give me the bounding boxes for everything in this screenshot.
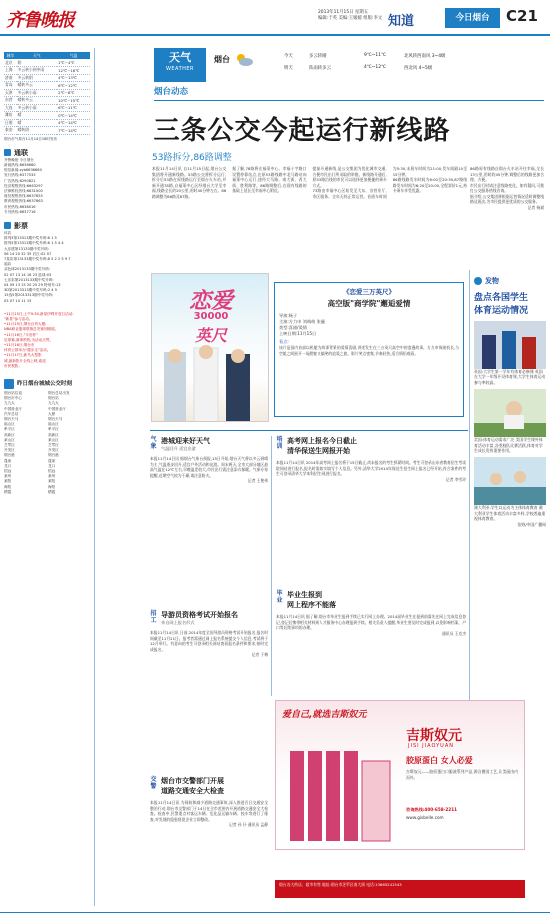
weather-cell: 12℃~16℃ — [57, 67, 90, 75]
bus-stop: 龙口 — [48, 463, 56, 468]
bus-stop: 蓬莱 — [4, 458, 12, 463]
weather-cell: 7℃~14℃ — [57, 127, 90, 135]
weather-row — [4, 112, 90, 120]
header-date — [318, 10, 382, 22]
lottery-line: 02 07 13 14 16 23 蓝球:03 — [4, 272, 52, 277]
lottery-line: 15选5第2013313期中奖号码: — [4, 293, 54, 298]
weather-cell: 潍坊 — [4, 112, 17, 120]
bus-stop: 莱阳 — [48, 479, 56, 484]
bus-stop: 芝罘区 — [48, 443, 59, 448]
contact-line: 法律维权热线:6631000 — [4, 188, 43, 193]
bus-stop: 芝罘区 — [4, 443, 15, 448]
bus-stop: 牟平区 — [4, 427, 15, 432]
photo-au-sport — [474, 457, 546, 505]
lottery-line: 排列5第13313期中奖号码:6 1 5 4 4 — [4, 241, 64, 246]
weather-cell: 10℃~15℃ — [57, 97, 90, 105]
weather-row — [4, 127, 90, 135]
bus-stop: 烟台港 — [48, 453, 59, 458]
weather-row — [4, 74, 90, 82]
weather-cell: 晴 — [17, 119, 58, 127]
forecast-weather: 阵雨转多云 — [309, 66, 331, 71]
bus-column — [4, 391, 44, 495]
weather-cell: 泰安 — [4, 127, 17, 135]
sports-title: 盘点各国学生 — [474, 293, 529, 303]
contact-line: 新闻热线:6636660 — [4, 162, 36, 167]
paragraph: 86路原有线路自烟台火车站开往幸福,全长13公里,用时约45分钟,调整后的线路更加合理、方便。 — [470, 166, 544, 182]
weather-cell: 阴 — [17, 59, 58, 67]
bus-stop: 中国营业厅 — [4, 406, 22, 411]
movie-title: 高空版"商学院"邂逅爱情 — [327, 299, 411, 308]
movie-info-line: 类型:喜剧/爱情 — [279, 325, 307, 330]
weather-cell: 4℃~13℃ — [57, 74, 90, 82]
tongxin-heading — [4, 148, 90, 158]
paragraph: 73路由幸福中心区始发至大东、各营业厅,市区服务、全年无休正常运营。首班车时间为5:30,末班车时间为21:00,发车间隔10至15分钟。 — [312, 166, 467, 199]
bus-stop: 中国营业厅 — [48, 406, 66, 411]
weather-city: 烟台 — [214, 55, 230, 64]
event-line: •11月15日,烟台百货大楼: — [4, 322, 47, 327]
weather-cell: 晴转多云 — [17, 97, 58, 105]
weather-row — [4, 89, 90, 97]
paragraph: 86路线路发车时间为6:00至20:30,87路线路发车时间为6:20至20:00,全程票价1元,持卡乘车享受优惠。 — [392, 177, 467, 193]
contact-line: 市民热线:6638016 — [4, 204, 36, 209]
caption-us: 美国:体育运动需求广泛 美国学生课外体育活动丰富,各类校队比赛活跃,体育对学生成长发挥重要作用。 — [474, 437, 543, 454]
forecast-list — [284, 53, 539, 71]
poster-number: 30000 — [193, 311, 229, 322]
badge-icon — [474, 277, 482, 285]
event-line: 市民观影。 — [4, 363, 22, 368]
weather-article — [150, 436, 268, 484]
col-header: 天气 — [17, 52, 58, 59]
forecast-wind: 北风转西南风 3~4级 — [404, 54, 446, 59]
weather-cell: 2℃~8℃ — [57, 89, 90, 97]
movie-label: 看点: — [279, 339, 289, 344]
page-number: C21 — [506, 7, 538, 25]
left-column — [4, 52, 90, 495]
contact-line: 教育观察热线:6637663 — [4, 199, 43, 204]
poster-cast-image — [152, 344, 269, 422]
reporter-byline: 记者 杨斌 — [527, 204, 544, 210]
weather-cell: 晴转多云 — [17, 82, 58, 90]
bus-stop: 栖霞 — [48, 489, 56, 494]
weather-cell: 天津 — [4, 89, 17, 97]
bus-stop: 九九大 — [48, 401, 59, 406]
yingping-title: 影票 — [14, 221, 28, 230]
paragraph: 市民出行时请注意线路变化。如有疑问,可拨打公交服务热线咨询。 — [470, 182, 544, 193]
bus-stop: 福山区 — [48, 422, 59, 427]
article-label: 毕业 — [276, 590, 283, 604]
forecast-day: 今天 — [284, 54, 293, 59]
ad-footer: 烟台各大药店、超市有售 地址:烟台市芝罘区南大街 电话:13665241543 — [275, 880, 525, 898]
lottery-line: 七乐彩第2013133期中奖号码: — [4, 277, 54, 282]
reporter-byline: 记者 李雪玲 — [445, 476, 466, 482]
weather-row — [4, 97, 90, 105]
weather-badge — [154, 48, 206, 82]
bus-stop: 招远 — [48, 469, 56, 474]
article-label: 培训 — [276, 436, 283, 450]
section-title: 烟台动态 — [154, 87, 189, 97]
weather-cell: 6℃~11℃ — [57, 104, 90, 112]
weather-cell: 晴转阴 — [17, 127, 58, 135]
reporter-byline: 通讯员 王克杰 — [442, 630, 466, 636]
article-body: 本报11月14日讯 日前,2014年度全国导游员资格考试开始报名,报名时间截至11月21日。报考者需通过网上报名系统提交个人信息,考试将于12月举行。有意向的考生可登录相关网站查看报名条件和要求,按时完成报名。 — [150, 630, 268, 652]
traffic-article — [150, 776, 268, 828]
movie-info-line: 上映日期:11月15日 — [279, 331, 317, 336]
bus-stop: 莱阳 — [4, 479, 12, 484]
divider — [154, 100, 544, 101]
lottery-line: 06 14 20 32 35 后区:02 07 — [4, 251, 52, 256]
weather-badge-en: WEATHER — [165, 66, 195, 72]
paragraph: 提前开通新线,是公交集团为优化城市交通,方便市民出行所采取的举措。新线路开通后,原53路沿线的市民可以选择更加便捷的乘车方式。 — [312, 166, 387, 188]
weather-row — [4, 82, 90, 90]
weather-cell: 济南 — [4, 74, 17, 82]
column-divider — [469, 270, 470, 710]
bus-stop: 九九大 — [4, 401, 15, 406]
forecast-row — [284, 53, 539, 59]
movie-info-line: 主演:方力申 刘萌萌 张俪 — [279, 319, 325, 324]
article-head — [150, 776, 268, 796]
event-line: 体育公园举办"健步走"活动。 — [4, 348, 51, 353]
movie-info — [279, 313, 459, 337]
weather-cell: 6℃~12℃ — [57, 82, 90, 90]
bus-stop: 汽车总站 — [4, 411, 19, 416]
ad-brand: 吉斯奴元 — [406, 728, 462, 744]
bus-stop: 牟平区 — [48, 427, 59, 432]
bus-column — [48, 391, 88, 495]
photo-credit: 张野/中国广播网 — [517, 521, 546, 527]
graduate-article — [276, 590, 466, 636]
col-header: 气温 — [57, 52, 90, 59]
paragraph: 据了解,78路将在福莱中心、幸福十字路口设置停靠站点,在原53路线路中北马路站向福莱中心运行,途经大马路、南大街、西大街、胜利路等。86路调整后,在现有线路的基础上延长至幸福中心附近。 — [232, 166, 307, 193]
weather-cell: 多云转小到中雨 — [17, 67, 58, 75]
article-sub: 清华保送生网报开始 — [287, 447, 350, 455]
date-line: 2013年11月15日 星期五 — [318, 10, 369, 15]
reporter-byline: 记者 于梅 — [251, 652, 268, 657]
article-label: 气象 — [150, 436, 157, 450]
lottery-line: 双色球2013133期中奖号码: — [4, 267, 50, 272]
bus-stop: 莱州 — [4, 474, 12, 479]
ad-slogan: 爱自己,就选吉斯奴元 — [282, 710, 367, 720]
weather-row — [4, 104, 90, 112]
weather-cell: 东营 — [4, 97, 17, 105]
weather-badge-cn: 天气 — [169, 51, 191, 64]
bus-stop: 开发区 — [48, 448, 59, 453]
forecast-temp: 4℃~12℃ — [364, 65, 386, 70]
sun-cloud-icon — [234, 52, 254, 68]
event-line: 足球赛,赛事预热,为活动点赞。 — [4, 337, 54, 342]
editor-line: 编辑:于英 美编:王媛媛 组版:李文 — [318, 16, 383, 21]
bus-stop: 海阳 — [48, 484, 56, 489]
caption-uk: 英国:大学生第一学年有体育必修课 英国在大学一年级开设体育课,大学生体育运动参与率较高。 — [474, 369, 546, 385]
bus-stop: 莱山区 — [48, 437, 59, 442]
contact-line: 广告热线:6290821 — [4, 178, 36, 183]
weather-cell: 上海 — [4, 67, 17, 75]
bus-stop: 烟台市中心 — [4, 396, 22, 401]
weather-cell: 4℃~14℃ — [57, 119, 90, 127]
photo-us-sport — [474, 389, 546, 437]
newspaper-logo: 齐鲁晚报 — [6, 10, 74, 31]
weather-row — [4, 59, 90, 67]
bus-stop: 海阳 — [4, 484, 12, 489]
article-head — [150, 436, 268, 452]
article-body: 本报11月14日讯 据烟台气象台预报,15日开始,烟台天气将以多云到晴为主,气温逐步回升,适宜户外活动和出游。周末两天,全市大部分地区最高气温在12℃左右,早晚温差较大,市民出行需注意添衣保暖。气象专家提醒,近期空气较为干燥,请注意防火。 — [150, 456, 268, 478]
contact-list — [4, 158, 90, 215]
bus-stop: 开发区 — [4, 448, 15, 453]
lottery-line: 3D第2013313期中奖号码:2 4 5 — [4, 288, 57, 293]
article-head — [276, 590, 466, 610]
bus-stop: 烟台总站出发 — [48, 391, 70, 396]
forecast-temp: 9℃~11℃ — [364, 53, 386, 58]
ad-product-image — [286, 731, 396, 846]
weather-cell: 多云转小雨 — [17, 104, 58, 112]
column-divider — [94, 48, 95, 906]
events-list — [4, 312, 90, 369]
forecast-wind: 西北风 4~5级 — [404, 66, 433, 71]
article-title-2: 网上程序不能落 — [287, 601, 336, 609]
sports-badge: 发物 — [485, 277, 499, 285]
lead-body-right — [470, 166, 544, 210]
article-body: 本报11月14日讯 为预防和减少道路交通事故,深入推进百日交通安全整治行动,烟台市交警部门于14日在全市范围内开展道路交通安全大检查。检查中,民警重点对客运车辆、危化品运输车辆、校车等进行了排查,对发现的隐患督促企业立即整改。 — [150, 800, 268, 822]
ad-website: www.gisbelle.com — [406, 815, 444, 820]
weather-cell: 1℃~4℃ — [57, 59, 90, 67]
phone-icon — [4, 149, 11, 156]
ad-body: 吉斯奴元——胶原蛋白口服液系列产品,源自德国工艺,让美丽由内而外。 — [406, 769, 518, 780]
article-head — [150, 610, 268, 626]
contact-line: 短信新闻:zyb6636660 — [4, 168, 42, 173]
sports-title-2: 体育运动情况 — [474, 306, 529, 316]
weather-source: 烟台市气象台11月14日16时发布 — [4, 136, 58, 141]
event-line: •11月15日,上午9:30,新星伊利开放日活动: — [4, 311, 74, 316]
movie-body: 该片是国内首部以机舱为故事背景的爱情喜剧,讲述发生在三万英尺高空中的浪漫故事。方力申饰演机长,与空姐之间展开一场甜蜜又搞笑的追爱之旅。影片笑点密集,节奏轻快,适合情侣观看。 — [279, 345, 459, 356]
section-tag: 今日烟台 — [445, 8, 500, 28]
article-title: 导游员资格考试开始报名 — [161, 611, 238, 619]
lead-subhead: 53路拆分,86路调整 — [152, 153, 232, 163]
bus-stop: 莱山区 — [4, 437, 15, 442]
weather-table — [4, 52, 90, 135]
article-sub: 来自网上报名形式 — [161, 620, 195, 625]
article-sub: 气温回升 适宜出游 — [161, 446, 196, 451]
job-article — [150, 610, 268, 658]
column-divider — [271, 436, 272, 696]
lottery-line: 体彩 — [4, 230, 12, 235]
bus-table — [4, 391, 90, 495]
forecast-row — [284, 65, 539, 71]
bus-stop: 烟台天马 — [4, 417, 19, 422]
bus-stop: 高新区 — [4, 432, 15, 437]
weather-cell: 大连 — [4, 104, 17, 112]
ad-hotline: 咨询热线:400-658-2211 — [406, 807, 458, 812]
paragraph: 本报11月14日讯 自11月15日起,烟台公交集团将开通新线路。53路公交将拆分运行,拆分后53路在原线路运行至烟台火车站,并新开通78路,自福莱中心区经烟台大学至幸福,线路全长约20公里,用时40分钟左右。86路调整为86路及87路。 — [152, 166, 227, 199]
poster-title: 恋爱 — [188, 289, 233, 314]
article-title-2: 道路交通安全大检查 — [161, 787, 224, 795]
page-bottom-rule — [0, 912, 550, 913]
bus-stop: 烟台站 — [48, 396, 59, 401]
weather-cell: 多云转阴 — [17, 74, 58, 82]
weather-cell: 多云转小雨 — [17, 89, 58, 97]
ticket-icon — [4, 222, 11, 229]
article-body: 本报11月14日讯 据了解,烟台市毕业生报到手续已实行网上办理。2014届毕业生在报到前需先在网上完成信息登记,登记后携带相关材料到人才服务中心办理报到手续。相关负责人提醒,毕业生要及时完成报到,以免影响档案、户口等后续事项的办理。 — [276, 614, 466, 630]
bus-stop: 龙口 — [4, 463, 12, 468]
bus-stop: 福山区 — [4, 422, 15, 427]
reporter-byline: 记者 王艳伟 — [247, 478, 268, 483]
lottery-line: 04 09 13 15 20 25 29 特别号:13 — [4, 282, 61, 287]
lottery-line: 福彩 — [4, 262, 12, 267]
bus-stop: 莱州 — [48, 474, 56, 479]
weather-cell: 日照 — [4, 119, 17, 127]
article-head — [276, 436, 466, 456]
bus-stop: 高新区 — [48, 432, 59, 437]
article-label: 交警 — [150, 776, 157, 790]
sports-column — [474, 276, 546, 527]
lottery-line: 7星彩第13133期中奖号码:8 5 2 2 5 9 7 — [4, 256, 71, 261]
event-line: •11月16日,"丰田杯" — [4, 332, 38, 337]
reporter-byline: 记者 孙 仔 通讯员 孟静 — [229, 822, 268, 827]
forecast-day: 明天 — [284, 66, 293, 71]
weather-cell: 北京 — [4, 59, 17, 67]
weather-row — [4, 119, 90, 127]
movie-kicker: 《恋爱三万英尺》 — [343, 288, 395, 296]
article-title: 港城迎来好天气 — [161, 437, 210, 445]
caption-au: 澳大利亚:学生以运动为主体体育教育 澳大利亚学生体育活动丰富多样,学校普遍重视体育教育。 — [474, 505, 546, 522]
contact-line: 发行热线:6377533 — [4, 173, 36, 178]
exam-article — [276, 436, 466, 482]
lottery-line: 排列3第13313期中奖号码:6 1 5 — [4, 236, 57, 241]
event-line: •11月17日,新马大型影 — [4, 353, 42, 358]
lottery-line: 03 07 10 11 15 — [4, 298, 32, 303]
ad-tagline: 胶原蛋白 女人必爱 — [406, 756, 473, 765]
forecast-weather: 多云转晴 — [309, 54, 327, 59]
bus-heading — [4, 377, 90, 391]
lead-headline: 三条公交今起运行新线路 — [153, 116, 451, 146]
advertisement — [275, 700, 525, 850]
article-title: 毕业生报到 — [287, 591, 322, 599]
tongxin-title: 通联 — [14, 148, 28, 157]
sports-badge-row — [474, 276, 546, 286]
contact-line: 财经观察热线:6637655 — [4, 194, 43, 199]
movie-review-box — [274, 282, 464, 417]
ad-brand-en: JISI JIAOYUAN — [408, 743, 455, 749]
bus-icon — [4, 379, 14, 389]
movie-poster — [151, 273, 269, 422]
event-line: •11月16日,烟台市 — [4, 343, 35, 347]
bus-stop: 烟台天马 — [48, 417, 63, 422]
section-name: 知道 — [388, 14, 415, 29]
event-line: 城,最新影片全线上映,欢迎 — [4, 358, 46, 363]
contact-line: 齐鲁晚报·今日烟台 — [4, 157, 34, 162]
col-header: 城市 — [4, 52, 17, 59]
lottery-list — [4, 231, 90, 304]
contact-line: 经济观察热线:6663297 — [4, 183, 43, 188]
article-body: 本报11月14日讯 2014年高考网上报名将于15日截止,尚未报名的考生抓紧时间。考生可登录山东省教育招生考试院网站进行报名,报名时需如实填写个人信息。另外,清华大学2014年保送生招生网上报名已经开始,符合条件的考生可登录清华大学本科招生网进行报名。 — [276, 460, 466, 476]
paragraph: 据介绍,公交集团将根据运营情况适时调整线路及班次,为市民提供更优质的公交服务。 — [470, 193, 544, 204]
weather-row — [4, 67, 90, 75]
contact-line: 专刊热线:6637716 — [4, 209, 36, 214]
bus-stop: 蓬莱 — [48, 458, 56, 463]
weather-cell: 晴 — [17, 112, 58, 120]
article-title: 高考网上报名今日截止 — [287, 437, 357, 445]
lead-body — [152, 166, 467, 199]
movie-info-line: 导演:杨子 — [279, 313, 298, 318]
event-line: "新星"参与活动。 — [4, 316, 33, 321]
yingping-heading — [4, 221, 90, 231]
photo-uk-sport — [474, 321, 546, 369]
article-label: 招工 — [150, 610, 157, 624]
article-title: 烟台市交警部门开展 — [161, 777, 224, 785]
poster-title-2: 英尺 — [194, 326, 227, 345]
lottery-line: 大乐透第13133期中奖号码: — [4, 246, 49, 251]
weather-box — [154, 48, 544, 100]
bus-stop: 招远 — [4, 469, 12, 474]
bus-title: 昨日烟台城城公交时刻 — [17, 380, 73, 387]
bus-stop: 大厦 — [48, 411, 56, 416]
bus-stop: 烟台站往返 — [4, 391, 22, 396]
divider — [150, 430, 468, 431]
weather-cell: 0℃~14℃ — [57, 112, 90, 120]
event-line: NBA职业篮球联赛总决赛回顾展。 — [4, 327, 59, 332]
bus-stop: 烟台港 — [4, 453, 15, 458]
weather-cell: 青岛 — [4, 82, 17, 90]
bus-stop: 栖霞 — [4, 489, 12, 494]
